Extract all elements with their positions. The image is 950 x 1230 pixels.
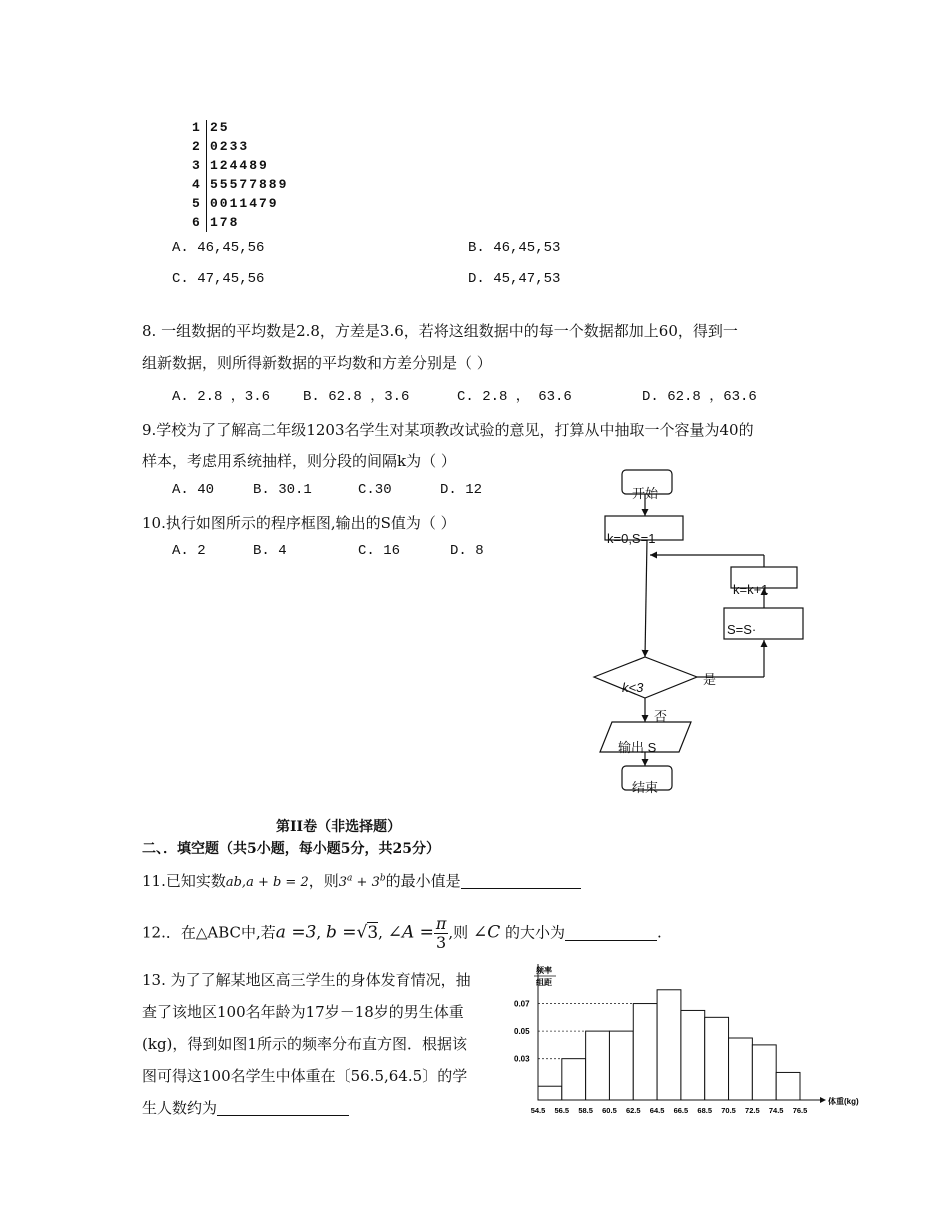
- y-tick-label: 0.05: [514, 1027, 530, 1037]
- q10-option-a: A. 2: [172, 543, 206, 559]
- q10-option-d: D. 8: [450, 543, 484, 559]
- q11-prefix: 11.已知实数: [142, 872, 226, 890]
- leaf-values: 0233: [210, 139, 250, 154]
- q13-answer-blank[interactable]: [217, 1100, 349, 1116]
- x-tick-label: 74.5: [768, 1106, 784, 1115]
- q8-option-a: A. 2.8 ，3.6: [172, 389, 271, 405]
- q9-line1: 9.学校为了了解高二年级1203名学生对某项教改试验的意见，打算从中抽取一个容量为40的: [142, 421, 754, 439]
- histogram-bar: [705, 1017, 729, 1100]
- x-tick-label: 56.5: [554, 1106, 570, 1115]
- q13-text: [142, 964, 471, 1124]
- q12-prefix: 12.．在△ABC中,若: [142, 923, 276, 942]
- x-tick-label: 60.5: [602, 1106, 617, 1115]
- histogram-bar: [729, 1038, 753, 1100]
- flow-update-text: S=S·: [727, 622, 757, 637]
- q13-line3: (kg)，得到如图1所示的频率分布直方图．根据该: [142, 1035, 467, 1053]
- q11-exp-a: a: [347, 873, 353, 884]
- stem-value: 2: [192, 139, 202, 154]
- x-tick-label: 68.5: [697, 1106, 713, 1115]
- q13-line1: 13. 为了了解某地区高三学生的身体发育情况，抽: [142, 971, 471, 989]
- y-axis-label-top: 频率: [536, 966, 552, 975]
- q12-three: 3: [436, 933, 447, 952]
- q12-end: .: [657, 923, 662, 942]
- q12-sep1: ,: [316, 923, 322, 942]
- x-tick-label: 76.5: [792, 1106, 808, 1115]
- q12-a: a =3: [275, 922, 317, 943]
- q9-line2: 样本，考虑用系统抽样，则分段的间隔k为（ ）: [142, 452, 456, 470]
- flow-no-label: 否: [654, 709, 668, 724]
- q7-option-c: C. 47,45,56: [172, 271, 265, 287]
- histogram-bar: [609, 1031, 633, 1100]
- q10-line1: 10.执行如图所示的程序框图,输出的S值为（ ）: [142, 514, 456, 532]
- q8-option-d: D. 62.8 ，63.6: [642, 389, 757, 405]
- q9-option-c: C.30: [358, 482, 392, 498]
- q9-option-b: B. 30.1: [253, 482, 312, 498]
- flow-condition-diamond: [594, 657, 697, 698]
- q11-middle: ，则: [308, 872, 339, 890]
- q12-sqrt-arg: 3: [367, 922, 379, 943]
- flow-condition-text: k<3: [622, 680, 644, 695]
- q13-line4: 图可得这100名学生中体重在〔56.5,64.5〕的学: [142, 1067, 468, 1085]
- q8-option-b: B. 62.8 ，3.6: [303, 389, 410, 405]
- q11-suffix: 的最小值是: [385, 872, 461, 890]
- histogram-bar: [657, 990, 681, 1100]
- q12-b: b =: [325, 922, 357, 943]
- q8-option-c: C. 2.8 ， 63.6: [457, 389, 572, 405]
- histogram-bar: [681, 1010, 705, 1100]
- q11-plus: +: [352, 875, 372, 890]
- flow-init-text: k=0,S=1: [607, 531, 656, 546]
- stem-value: 6: [192, 215, 202, 230]
- q7-option-a: A. 46,45,56: [172, 240, 265, 256]
- q11-base-b: 3: [371, 875, 380, 890]
- flow-end-text: 结束: [632, 780, 659, 795]
- y-axis-label-bottom: 组距: [536, 978, 552, 987]
- frequency-histogram: [510, 962, 875, 1124]
- q7-option-b: B. 46,45,53: [468, 240, 561, 256]
- leaf-values: 0011479: [210, 196, 279, 211]
- q13-line5-text: 生人数约为: [142, 1099, 218, 1117]
- q10-option-c: C. 16: [358, 543, 401, 559]
- flow-yes-label: 是: [703, 672, 717, 687]
- q12-suffix: 的大小为: [505, 923, 566, 942]
- stem-value: 3: [192, 158, 202, 173]
- q11-line: [142, 870, 581, 891]
- q12-sqrt: √3: [356, 922, 379, 943]
- stem-value: 4: [192, 177, 202, 192]
- y-tick-label: 0.07: [514, 999, 530, 1009]
- q12-sep2: ,: [378, 923, 383, 942]
- q11-base-a: 3: [338, 875, 348, 890]
- q12-then: ,则: [448, 923, 469, 942]
- x-tick-label: 58.5: [578, 1106, 593, 1115]
- q11-answer-blank[interactable]: [461, 873, 581, 889]
- stem-value: 5: [192, 196, 202, 211]
- histogram-bar: [776, 1072, 800, 1100]
- x-tick-label: 70.5: [721, 1106, 736, 1115]
- x-tick-label: 64.5: [649, 1106, 665, 1115]
- q10-option-b: B. 4: [253, 543, 287, 559]
- q11-exp-b: b: [379, 873, 386, 884]
- q12-line: [142, 915, 662, 952]
- histogram-bar: [586, 1031, 610, 1100]
- q12-angleC: ∠C: [472, 922, 501, 943]
- section2-title: 第II卷（非选择题）: [276, 819, 402, 835]
- q13-line5: [142, 1092, 471, 1124]
- leaf-values: 55577889: [210, 177, 289, 192]
- q9-option-a: A. 40: [172, 482, 215, 498]
- q9-option-d: D. 12: [440, 482, 483, 498]
- stem-value: 1: [192, 120, 202, 135]
- q12-answer-blank[interactable]: [565, 925, 657, 941]
- q11-expr: [339, 875, 386, 890]
- flow-increment-text: k=k+1: [733, 582, 769, 597]
- histogram-bar: [752, 1045, 776, 1100]
- q8-line1: 8. 一组数据的平均数是2.8，方差是3.6，若将这组数据中的每一个数据都加上60，得到一: [142, 322, 738, 340]
- section2-heading: 二、．填空题（共5小题，每小题5分，共25分）: [142, 841, 440, 857]
- x-tick-label: 62.5: [625, 1106, 641, 1115]
- leaf-values: 124489: [210, 158, 269, 173]
- histogram-bar: [562, 1059, 586, 1100]
- x-tick-label: 72.5: [745, 1106, 760, 1115]
- q7-option-d: D. 45,47,53: [468, 271, 561, 287]
- x-tick-label: 54.5: [530, 1106, 546, 1115]
- q8-line2: 组新数据，则所得新数据的平均数和方差分别是（ ）: [142, 354, 492, 372]
- q13-line2: 查了该地区100名年龄为17岁－18岁的男生体重: [142, 1003, 464, 1021]
- q12-pi: π: [435, 914, 447, 933]
- q11-condition: ab,a + b = 2: [225, 875, 309, 890]
- leaf-values: 25: [210, 120, 230, 135]
- leaf-values: 178: [210, 215, 240, 230]
- flow-output-text: 输出 S: [618, 740, 657, 755]
- x-axis-label: 体重(kg): [828, 1097, 859, 1106]
- histogram-bar: [633, 1004, 657, 1100]
- x-tick-label: 66.5: [673, 1106, 689, 1115]
- q12-angleA: ∠A =: [387, 922, 434, 943]
- y-tick-label: 0.03: [514, 1054, 530, 1064]
- histogram-bar: [538, 1086, 562, 1100]
- flow-start-text: 开始: [632, 486, 659, 501]
- q12-fraction: [434, 915, 449, 952]
- x-axis-arrow: [820, 1097, 826, 1103]
